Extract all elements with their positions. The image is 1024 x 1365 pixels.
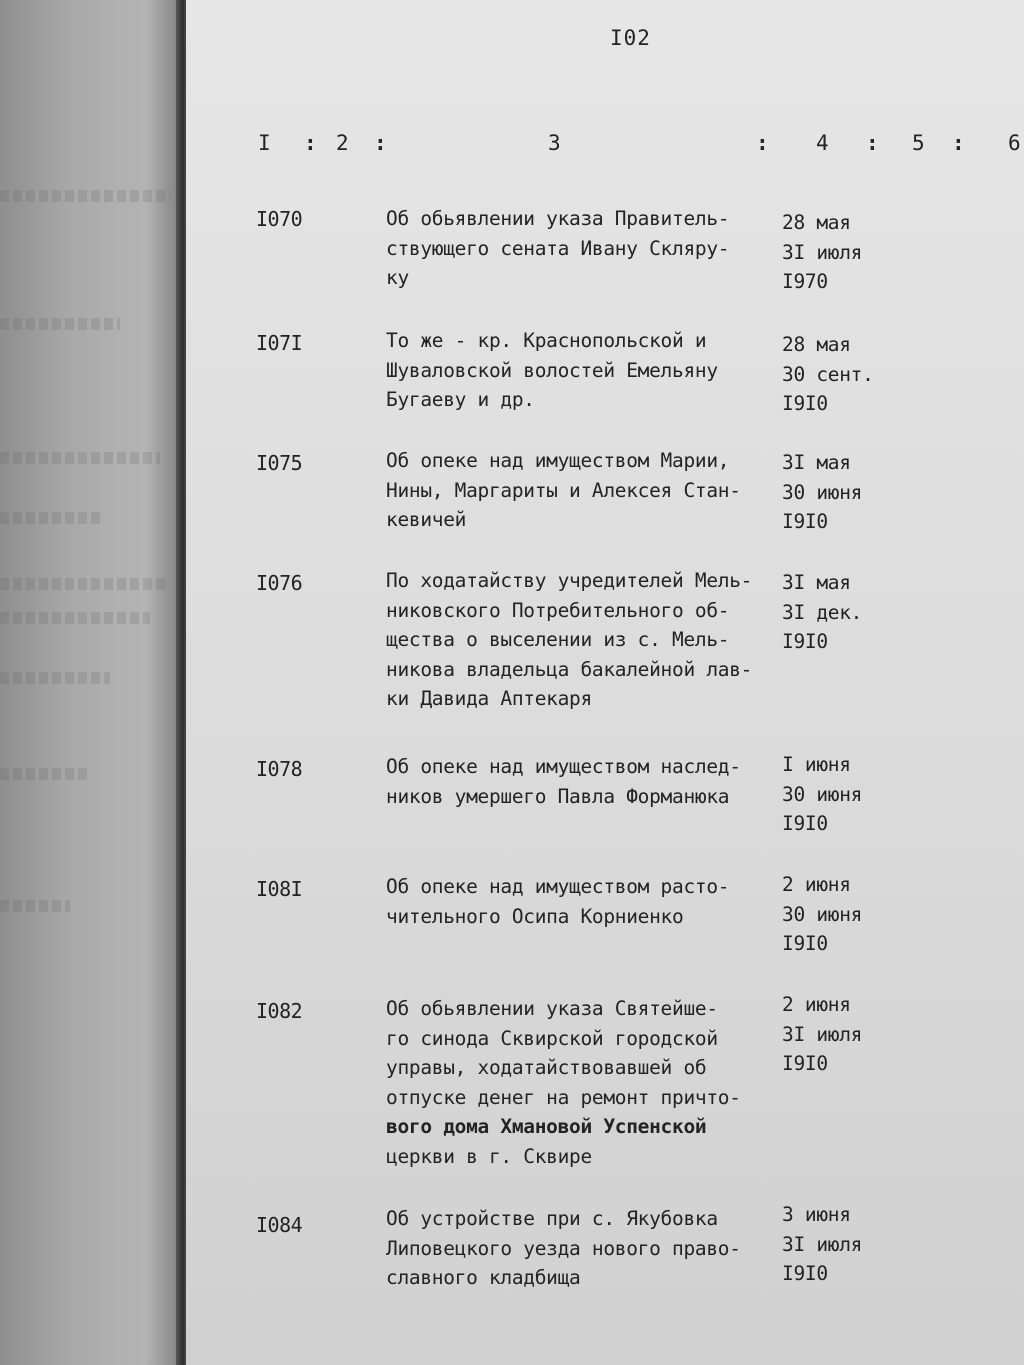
record-description xyxy=(386,204,786,293)
record-description xyxy=(386,872,786,931)
start-date: I июня xyxy=(782,753,851,776)
description-line: никовского Потребительного об- xyxy=(386,598,730,622)
year: I9I0 xyxy=(782,392,828,415)
year: I970 xyxy=(782,270,828,293)
record-description xyxy=(386,994,786,1171)
record-description xyxy=(386,752,786,811)
description-line: По ходатайству учредителей Мель- xyxy=(386,569,753,592)
description-line: щества о выселении из с. Мель- xyxy=(386,628,730,651)
left-page-text-line xyxy=(0,452,160,464)
record-number: I082 xyxy=(256,999,303,1023)
record-dates xyxy=(782,330,892,419)
left-page-text-line xyxy=(0,190,170,202)
start-date: 3I мая xyxy=(782,571,851,594)
year: I9I0 xyxy=(782,812,828,835)
description-line: кевичей xyxy=(386,508,467,531)
year: I9I0 xyxy=(782,1052,828,1075)
record-number: I075 xyxy=(256,451,303,475)
start-date: 3 июня xyxy=(782,1203,851,1226)
year: I9I0 xyxy=(782,630,828,653)
start-date: 2 июня xyxy=(782,993,851,1016)
record-description xyxy=(386,326,786,415)
column-separator: : xyxy=(866,131,879,155)
column-header-1: I xyxy=(258,131,271,155)
description-line: ки Давида Аптекаря xyxy=(386,687,592,710)
description-line: управы, ходатайствовавшей об xyxy=(386,1056,707,1079)
left-facing-page xyxy=(0,0,182,1365)
description-line: ку xyxy=(386,266,409,289)
left-page-text-line xyxy=(0,672,110,684)
description-line: Об опеке над имуществом наслед- xyxy=(386,755,741,778)
column-separator: : xyxy=(952,131,965,155)
year: I9I0 xyxy=(782,932,828,955)
record-description xyxy=(386,1204,786,1293)
year: I9I0 xyxy=(782,1262,828,1285)
description-line: Нины, Маргариты и Алексея Стан- xyxy=(386,478,741,502)
start-date: 28 мая xyxy=(782,211,851,234)
record-number: I070 xyxy=(256,207,303,231)
record-number: I078 xyxy=(256,757,303,781)
description-line-overtyped: вого дома Хмановой Успенской xyxy=(386,1115,707,1138)
column-header-2: 2 xyxy=(336,131,349,155)
left-page-text-line xyxy=(0,512,100,524)
start-date: 28 мая xyxy=(782,333,851,356)
description-line: Шуваловской волостей Емельяну xyxy=(386,358,718,382)
record-number: I08I xyxy=(256,877,303,901)
column-header-6: 6 xyxy=(1008,131,1021,155)
column-separator: : xyxy=(304,131,317,155)
description-line: ников умершего Павла Форманюка xyxy=(386,784,730,808)
record-dates xyxy=(782,750,892,839)
end-date: 30 июня xyxy=(782,782,863,806)
description-line: Об обьявлении указа Святейше- xyxy=(386,997,718,1020)
record-dates xyxy=(782,990,892,1079)
end-date: 3I июля xyxy=(782,240,863,264)
column-header-3: 3 xyxy=(548,131,561,155)
column-header-5: 5 xyxy=(912,131,925,155)
start-date: 3I мая xyxy=(782,451,851,474)
description-line: Об опеке над имуществом Марии, xyxy=(386,449,730,472)
end-date: 30 июня xyxy=(782,480,863,504)
end-date: 30 июня xyxy=(782,902,863,926)
description-line: го синода Сквирской городской xyxy=(386,1026,718,1050)
description-line: Бугаеву и др. xyxy=(386,388,535,411)
description-line: ствующего сената Ивану Скляру- xyxy=(386,236,730,260)
description-line: Об опеке над имуществом расто- xyxy=(386,875,730,898)
year: I9I0 xyxy=(782,510,828,533)
description-line: Об устройстве при с. Якубовка xyxy=(386,1207,718,1230)
document-page xyxy=(186,0,1024,1365)
record-dates xyxy=(782,568,892,657)
description-line: никова владельца бакалейной лав- xyxy=(386,657,753,681)
record-dates xyxy=(782,448,892,537)
record-description xyxy=(386,446,786,535)
record-number: I07I xyxy=(256,331,303,355)
record-dates xyxy=(782,208,892,297)
end-date: 3I июля xyxy=(782,1022,863,1046)
description-line: То же - кр. Краснопольской и xyxy=(386,329,707,352)
record-dates xyxy=(782,1200,892,1289)
description-line: чительного Осипа Корниенко xyxy=(386,904,684,928)
left-page-text-line xyxy=(0,578,165,590)
column-header-4: 4 xyxy=(816,131,829,155)
description-line: Липовецкого уезда нового право- xyxy=(386,1236,741,1260)
record-number: I076 xyxy=(256,571,303,595)
left-page-text-line xyxy=(0,768,90,780)
left-page-text-line xyxy=(0,318,120,330)
start-date: 2 июня xyxy=(782,873,851,896)
record-description xyxy=(386,566,786,714)
page-number: I02 xyxy=(610,26,651,50)
left-page-text-line xyxy=(0,612,150,624)
end-date: 3I июля xyxy=(782,1232,863,1256)
column-separator: : xyxy=(374,131,387,155)
column-separator: : xyxy=(756,131,769,155)
record-number: I084 xyxy=(256,1213,303,1237)
description-line: Об обьявлении указа Правитель- xyxy=(386,207,730,230)
description-line: церкви в г. Сквире xyxy=(386,1144,592,1168)
end-date: 30 сент. xyxy=(782,362,874,386)
record-dates xyxy=(782,870,892,959)
left-page-text-line xyxy=(0,900,70,912)
description-line: отпуске денег на ремонт причто- xyxy=(386,1085,741,1109)
description-line: славного кладбища xyxy=(386,1266,581,1289)
end-date: 3I дек. xyxy=(782,600,863,624)
